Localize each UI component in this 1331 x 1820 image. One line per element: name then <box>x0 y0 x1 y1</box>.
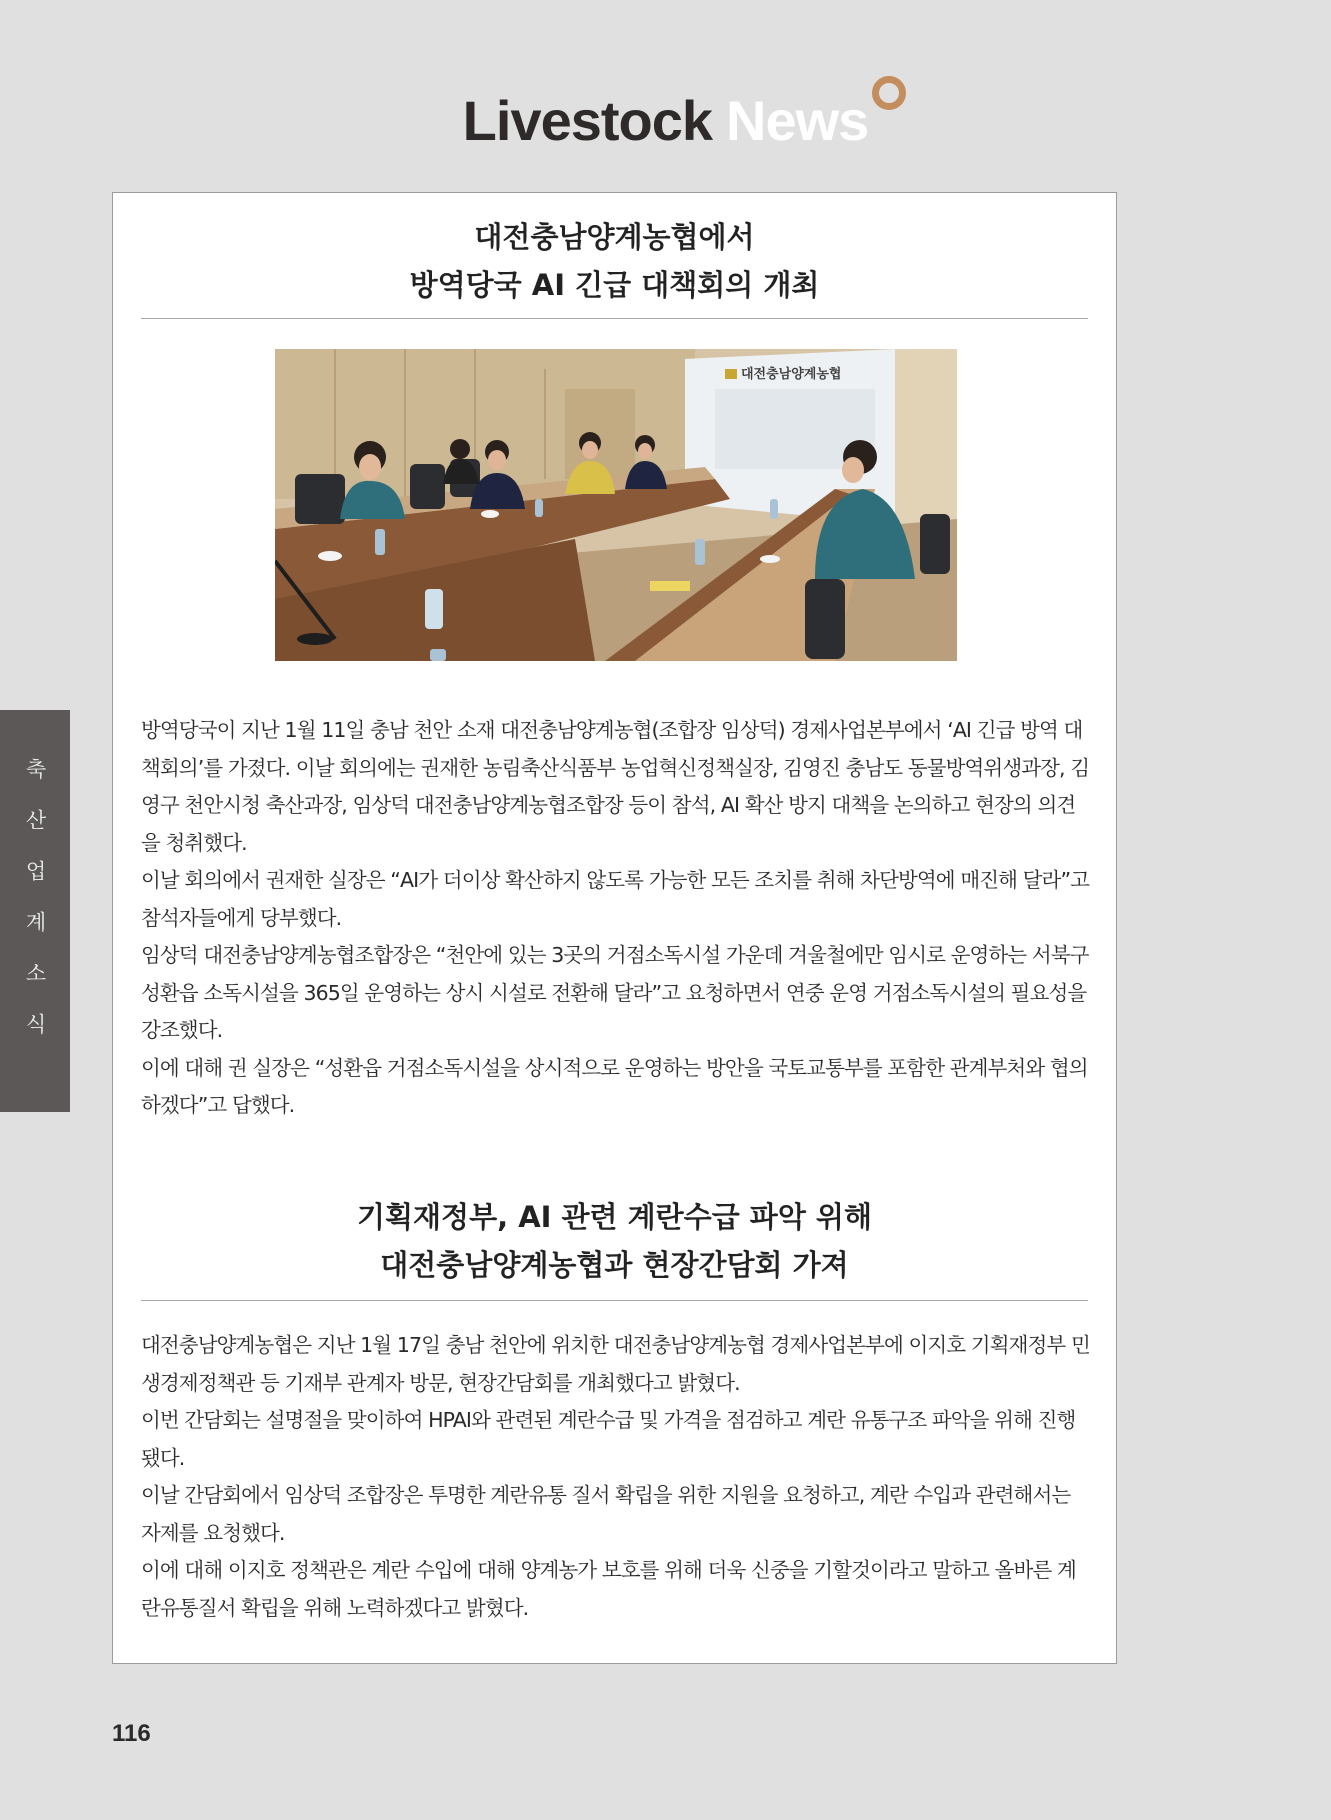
masthead-word-livestock: Livestock <box>462 89 713 152</box>
article2-paragraph: 이번 간담회는 설명절을 맞이하여 HPAI와 관련된 계란수급 및 가격을 점검하고 계란 유통구조 파악을 위해 진행됐다. <box>141 1408 1076 1470</box>
article2-paragraph: 대전충남양계농협은 지난 1월 17일 충남 천안에 위치한 대전충남양계농협 경제사업본부에 이지호 기획재정부 민생경제정책관 등 기재부 관계자 방문, 현장간담회를 개최했다고 밝혔다. <box>141 1333 1090 1395</box>
article-panel <box>112 192 1117 1664</box>
article1-paragraph: 임상덕 대전충남양계농협조합장은 “천안에 있는 3곳의 거점소독시설 가운데 겨울철에만 임시로 운영하는 서북구 성환읍 소독시설을 365일 운영하는 상시 시설로 전환해 달라”고 요청하면서 연중 운영 거점소독시설의 필요성을 강조했다. <box>141 943 1089 1042</box>
article2-headline-line2: 대전충남양계농협과 현장간담회 가져 <box>380 1248 849 1282</box>
article2-divider <box>141 1300 1088 1301</box>
article1-headline-line1: 대전충남양계농협에서 <box>474 220 755 254</box>
article1-photo <box>275 349 957 661</box>
article1-divider <box>141 318 1088 319</box>
masthead-logo <box>463 88 869 153</box>
section-side-tab <box>0 710 70 1112</box>
article2-body <box>141 1327 1091 1627</box>
photo-sign-text: 대전충남양계농협 <box>741 367 842 382</box>
article1-body <box>141 712 1091 1125</box>
article1-headline <box>141 213 1088 309</box>
article2-headline <box>141 1193 1088 1289</box>
article1-headline-line2: 방역당국 AI 긴급 대책회의 개최 <box>409 268 820 302</box>
article2-paragraph: 이날 간담회에서 임상덕 조합장은 투명한 계란유통 질서 확립을 위한 지원을 요청하고, 계란 수입과 관련해서는 자제를 요청했다. <box>141 1483 1071 1545</box>
article2-headline-line1: 기획재정부, AI 관련 계란수급 파악 위해 <box>357 1200 872 1234</box>
article1-paragraph: 이날 회의에서 권재한 실장은 “AI가 더이상 확산하지 않도록 가능한 모든 조치를 취해 차단방역에 매진해 달라”고 참석자들에게 당부했다. <box>141 868 1090 930</box>
article1-paragraph: 방역당국이 지난 1월 11일 충남 천안 소재 대전충남양계농협(조합장 임상덕) 경제사업본부에서 ‘AI 긴급 방역 대책회의’를 가졌다. 이날 회의에는 권재한 농림축산식품부 농업혁신정책실장, 김영진 충남도 동물방역위생과장, 김영구 천안시청 축산과장, 임상덕 대전충남양계농협조합장 등이 참석, AI 확산 방지 대책을 논의하고 현장의 의견을 청취했다. <box>141 718 1090 855</box>
meeting-room-photo <box>275 349 957 661</box>
masthead-word-news: News <box>726 89 869 152</box>
page-number: 116 <box>112 1720 151 1747</box>
article2-paragraph: 이에 대해 이지호 정책관은 계란 수입에 대해 양계농가 보호를 위해 더욱 신중을 기할것이라고 말하고 올바른 계란유통질서 확립을 위해 노력하겠다고 밝혔다. <box>141 1558 1076 1620</box>
masthead <box>0 88 1331 153</box>
masthead-ring-icon <box>872 76 906 110</box>
section-side-tab-label: 축산업계소식 <box>23 758 47 1064</box>
article1-paragraph: 이에 대해 권 실장은 “성환읍 거점소독시설을 상시적으로 운영하는 방안을 국토교통부를 포함한 관계부처와 협의하겠다”고 답했다. <box>141 1055 1088 1117</box>
